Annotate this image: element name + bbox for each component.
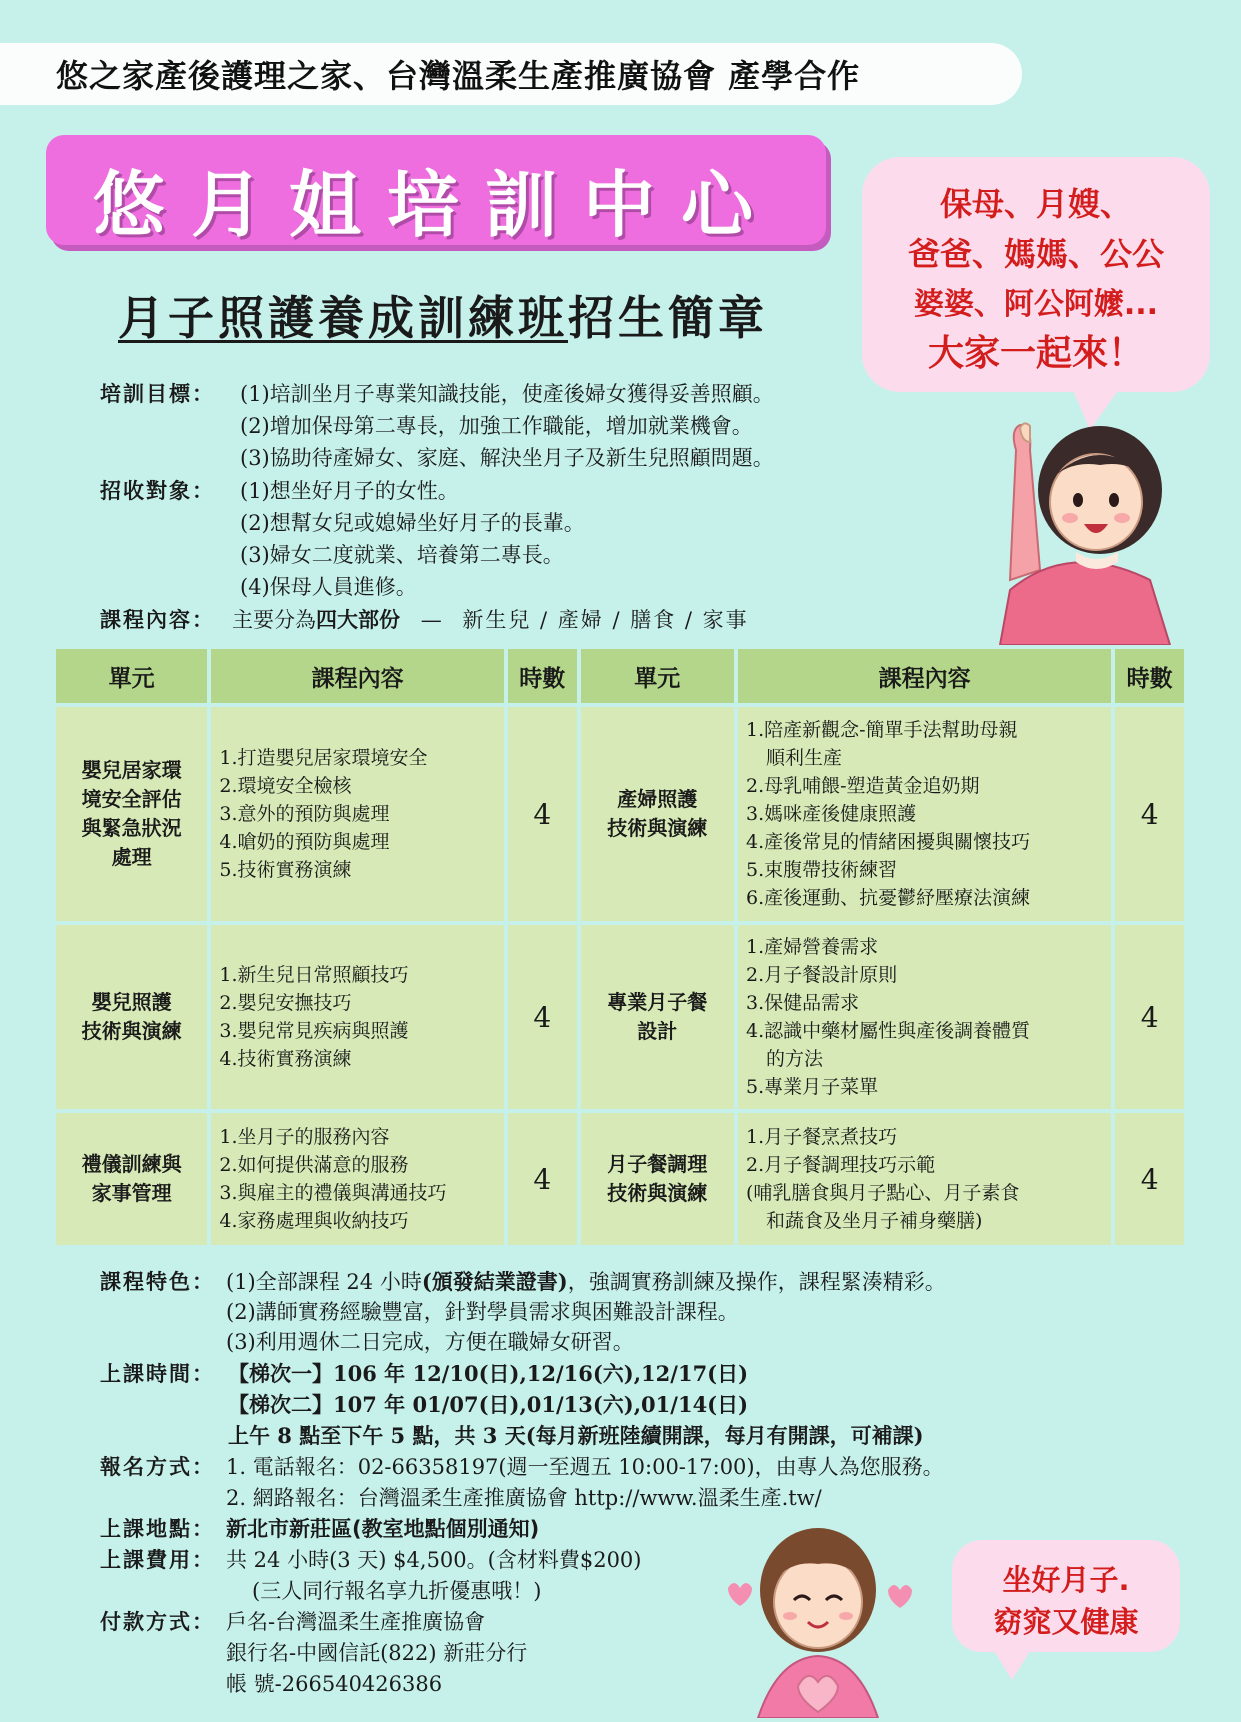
unit-cell [56, 707, 207, 921]
page-subtitle [118, 282, 768, 348]
hours-cell: 4 [1115, 925, 1184, 1109]
unit-cell [56, 1113, 207, 1245]
course-content-summary [232, 604, 749, 636]
content-item: 3.媽咪產後健康照護 [745, 803, 917, 825]
callout-line: 婆婆、阿公阿嬤... [913, 287, 1159, 322]
goal-item: (3)協助待產婦女、家庭、解決坐月子及新生兒照顧問題。 [240, 446, 774, 470]
unit-line: 嬰兒照護 [91, 990, 172, 1014]
unit-line: 禮儀訓練與 [81, 1152, 182, 1176]
heart-hands-woman-illustration [718, 1518, 918, 1718]
unit-line: 境安全評估 [81, 787, 182, 811]
content-item: 4.技術實務演練 [219, 1048, 352, 1070]
goal-item: (1)培訓坐月子專業知識技能，使產後婦女獲得妥善照顧。 [240, 382, 774, 406]
table-row [56, 707, 1184, 921]
content-item: 2.嬰兒安撫技巧 [219, 992, 352, 1014]
registration-online[interactable]: 2. 網路報名：台灣溫柔生產推廣協會 http://www.溫柔生產.tw/ [226, 1486, 822, 1510]
content-cell [738, 707, 1111, 921]
content-item: 2.月子餐調理技巧示範 [745, 1154, 936, 1176]
subtitle-underlined: 月子照護養成訓練班 [118, 291, 568, 345]
goals-label: 培訓目標： [100, 382, 215, 406]
content-item: 1.產婦營養需求 [745, 936, 879, 958]
callout-bubble-bottom [952, 1540, 1180, 1652]
payment-account-number: 帳 號-266540426386 [226, 1672, 443, 1696]
unit-line: 設計 [637, 1019, 678, 1043]
content-cell [738, 1113, 1111, 1245]
unit-line: 產婦照護 [617, 787, 698, 811]
unit-line: 家事管理 [91, 1181, 172, 1205]
content-item: 2.母乳哺餵-塑造黃金追奶期 [745, 775, 980, 797]
content-item: 3.保健品需求 [745, 992, 860, 1014]
targets-label: 招收對象： [100, 479, 215, 503]
fee-label: 上課費用： [100, 1548, 215, 1572]
features-label: 課程特色： [100, 1270, 215, 1294]
registration-label: 報名方式： [100, 1455, 215, 1479]
unit-line: 嬰兒居家環 [81, 758, 182, 782]
page-title: 悠月姐培訓中心 [92, 163, 779, 247]
content-cell [738, 925, 1111, 1109]
unit-line: 技術與演練 [607, 1181, 708, 1205]
course-content-bold: 四大部份 [316, 608, 400, 632]
content-item: 1.陪產新觀念-簡單手法幫助母親 [745, 719, 1018, 741]
schedule-label: 上課時間： [100, 1362, 215, 1386]
table-row [56, 1113, 1184, 1245]
schedule-batch: 【梯次一】106 年 12/10(日),12/16(六),12/17(日) [228, 1361, 749, 1386]
callout2-line: 坐好月子. [1002, 1563, 1130, 1597]
unit-line: 技術與演練 [81, 1019, 182, 1043]
feature-item: (3)利用週休二日完成，方便在職婦女研習。 [226, 1330, 634, 1354]
partnership-text: 悠之家產後護理之家、台灣溫柔生產推廣協會 產學合作 [56, 57, 861, 95]
hours-cell: 4 [508, 1113, 577, 1245]
unit-line: 專業月子餐 [607, 990, 708, 1014]
title-banner [46, 135, 826, 245]
unit-cell [581, 925, 734, 1109]
content-item: 1.坐月子的服務內容 [219, 1126, 390, 1148]
hours-cell: 4 [1115, 1113, 1184, 1245]
payment-bank: 銀行名-中國信託(822) 新莊分行 [226, 1641, 528, 1665]
content-item: 3.與雇主的禮儀與溝通技巧 [219, 1182, 447, 1204]
unit-line: 與緊急狀況 [81, 816, 182, 840]
unit-cell [581, 1113, 734, 1245]
unit-line: 技術與演練 [607, 816, 708, 840]
feature-text: (1)全部課程 24 小時 [226, 1270, 422, 1294]
course-content-parts: 新生兒 / 產婦 / 膳食 / 家事 [462, 608, 749, 632]
location-label: 上課地點： [100, 1517, 215, 1541]
content-item: 6.產後運動、抗憂鬱紓壓療法演練 [745, 887, 1031, 909]
content-item: 4.認識中藥材屬性與產後調養體質 [745, 1020, 1031, 1042]
goal-item: (2)增加保母第二專長，加強工作職能，增加就業機會。 [240, 414, 753, 438]
header-cell: 單元 [56, 649, 207, 703]
callout-line: 保母、月嫂、 [939, 185, 1132, 223]
target-item: (3)婦女二度就業、培養第二專長。 [240, 543, 564, 567]
feature-text: ，強調實務訓練及操作，課程緊湊精彩。 [567, 1270, 946, 1294]
fee-discount: (三人同行報名享九折優惠哦！) [252, 1579, 542, 1603]
content-item: 3.意外的預防與處理 [219, 803, 390, 825]
unit-line: 月子餐調理 [607, 1152, 708, 1176]
content-item: 的方法 [765, 1048, 823, 1070]
course-content-label: 課程內容： [100, 608, 215, 632]
callout-line: 爸爸、媽媽、公公 [907, 235, 1164, 273]
header-cell: 時數 [1115, 649, 1184, 703]
content-item: 和蔬食及坐月子補身藥膳) [765, 1210, 983, 1232]
feature-item [226, 1266, 946, 1298]
table-row [56, 925, 1184, 1109]
schedule-hours: 上午 8 點至下午 5 點，共 3 天(每月新班陸續開課，每月有開課，可補課) [228, 1423, 924, 1448]
subtitle-rest: 招生簡章 [568, 291, 768, 345]
content-item: 2.月子餐設計原則 [745, 964, 898, 986]
table-header-row [56, 649, 1184, 703]
header-cell: 單元 [581, 649, 734, 703]
content-cell [211, 707, 504, 921]
course-content-dash: — [420, 608, 442, 632]
fee-value: 共 24 小時(3 天) $4,500。(含材料費$200) [226, 1548, 642, 1572]
content-item: 4.嗆奶的預防與處理 [219, 831, 390, 853]
payment-account-name: 戶名-台灣溫柔生產推廣協會 [226, 1610, 486, 1634]
content-item: (哺乳膳食與月子點心、月子素食 [745, 1182, 1020, 1204]
content-item: 2.如何提供滿意的服務 [219, 1154, 409, 1176]
course-content-prefix: 主要分為 [232, 608, 316, 632]
callout-line-emphasis: 大家一起來！ [927, 333, 1144, 374]
registration-phone: 1. 電話報名：02-66358197(週一至週五 10:00-17:00)，由專人為您服務。 [226, 1455, 944, 1479]
target-item: (1)想坐好月子的女性。 [240, 479, 459, 503]
target-item: (4)保母人員進修。 [240, 575, 417, 599]
hours-cell: 4 [508, 707, 577, 921]
bubble-tail [992, 1648, 1032, 1680]
unit-cell [581, 707, 734, 921]
header-cell: 時數 [508, 649, 577, 703]
hours-cell: 4 [508, 925, 577, 1109]
content-cell [211, 925, 504, 1109]
course-table [52, 645, 1188, 1249]
callout2-line: 窈窕又健康 [993, 1605, 1139, 1639]
unit-cell [56, 925, 207, 1109]
content-item: 4.家務處理與收納技巧 [219, 1210, 409, 1232]
hours-cell: 4 [1115, 707, 1184, 921]
content-item: 5.束腹帶技術練習 [745, 859, 898, 881]
payment-label: 付款方式： [100, 1610, 215, 1634]
raised-hand-woman-illustration [980, 420, 1180, 645]
location-value: 新北市新莊區(教室地點個別通知) [226, 1517, 540, 1541]
unit-line: 處理 [111, 845, 152, 869]
content-item: 2.環境安全檢核 [219, 775, 352, 797]
callout-bubble [862, 157, 1210, 392]
target-item: (2)想幫女兒或媳婦坐好月子的長輩。 [240, 511, 585, 535]
content-item: 4.產後常見的情緒困擾與關懷技巧 [745, 831, 1031, 853]
schedule-batch: 【梯次二】107 年 01/07(日),01/13(六),01/14(日) [228, 1392, 749, 1417]
feature-emphasis: (頒發結業證書) [421, 1269, 568, 1294]
content-item: 1.新生兒日常照顧技巧 [219, 964, 409, 986]
content-cell [211, 1113, 504, 1245]
feature-item: (2)講師實務經驗豐富，針對學員需求與困難設計課程。 [226, 1300, 739, 1324]
content-item: 1.打造嬰兒居家環境安全 [219, 747, 428, 769]
content-item: 5.專業月子菜單 [745, 1076, 879, 1098]
partnership-banner [0, 43, 1022, 105]
content-item: 1.月子餐烹煮技巧 [745, 1126, 898, 1148]
content-item: 順利生產 [765, 747, 842, 769]
header-cell: 課程內容 [211, 649, 504, 703]
header-cell: 課程內容 [738, 649, 1111, 703]
content-item: 3.嬰兒常見疾病與照護 [219, 1020, 409, 1042]
content-item: 5.技術實務演練 [219, 859, 352, 881]
